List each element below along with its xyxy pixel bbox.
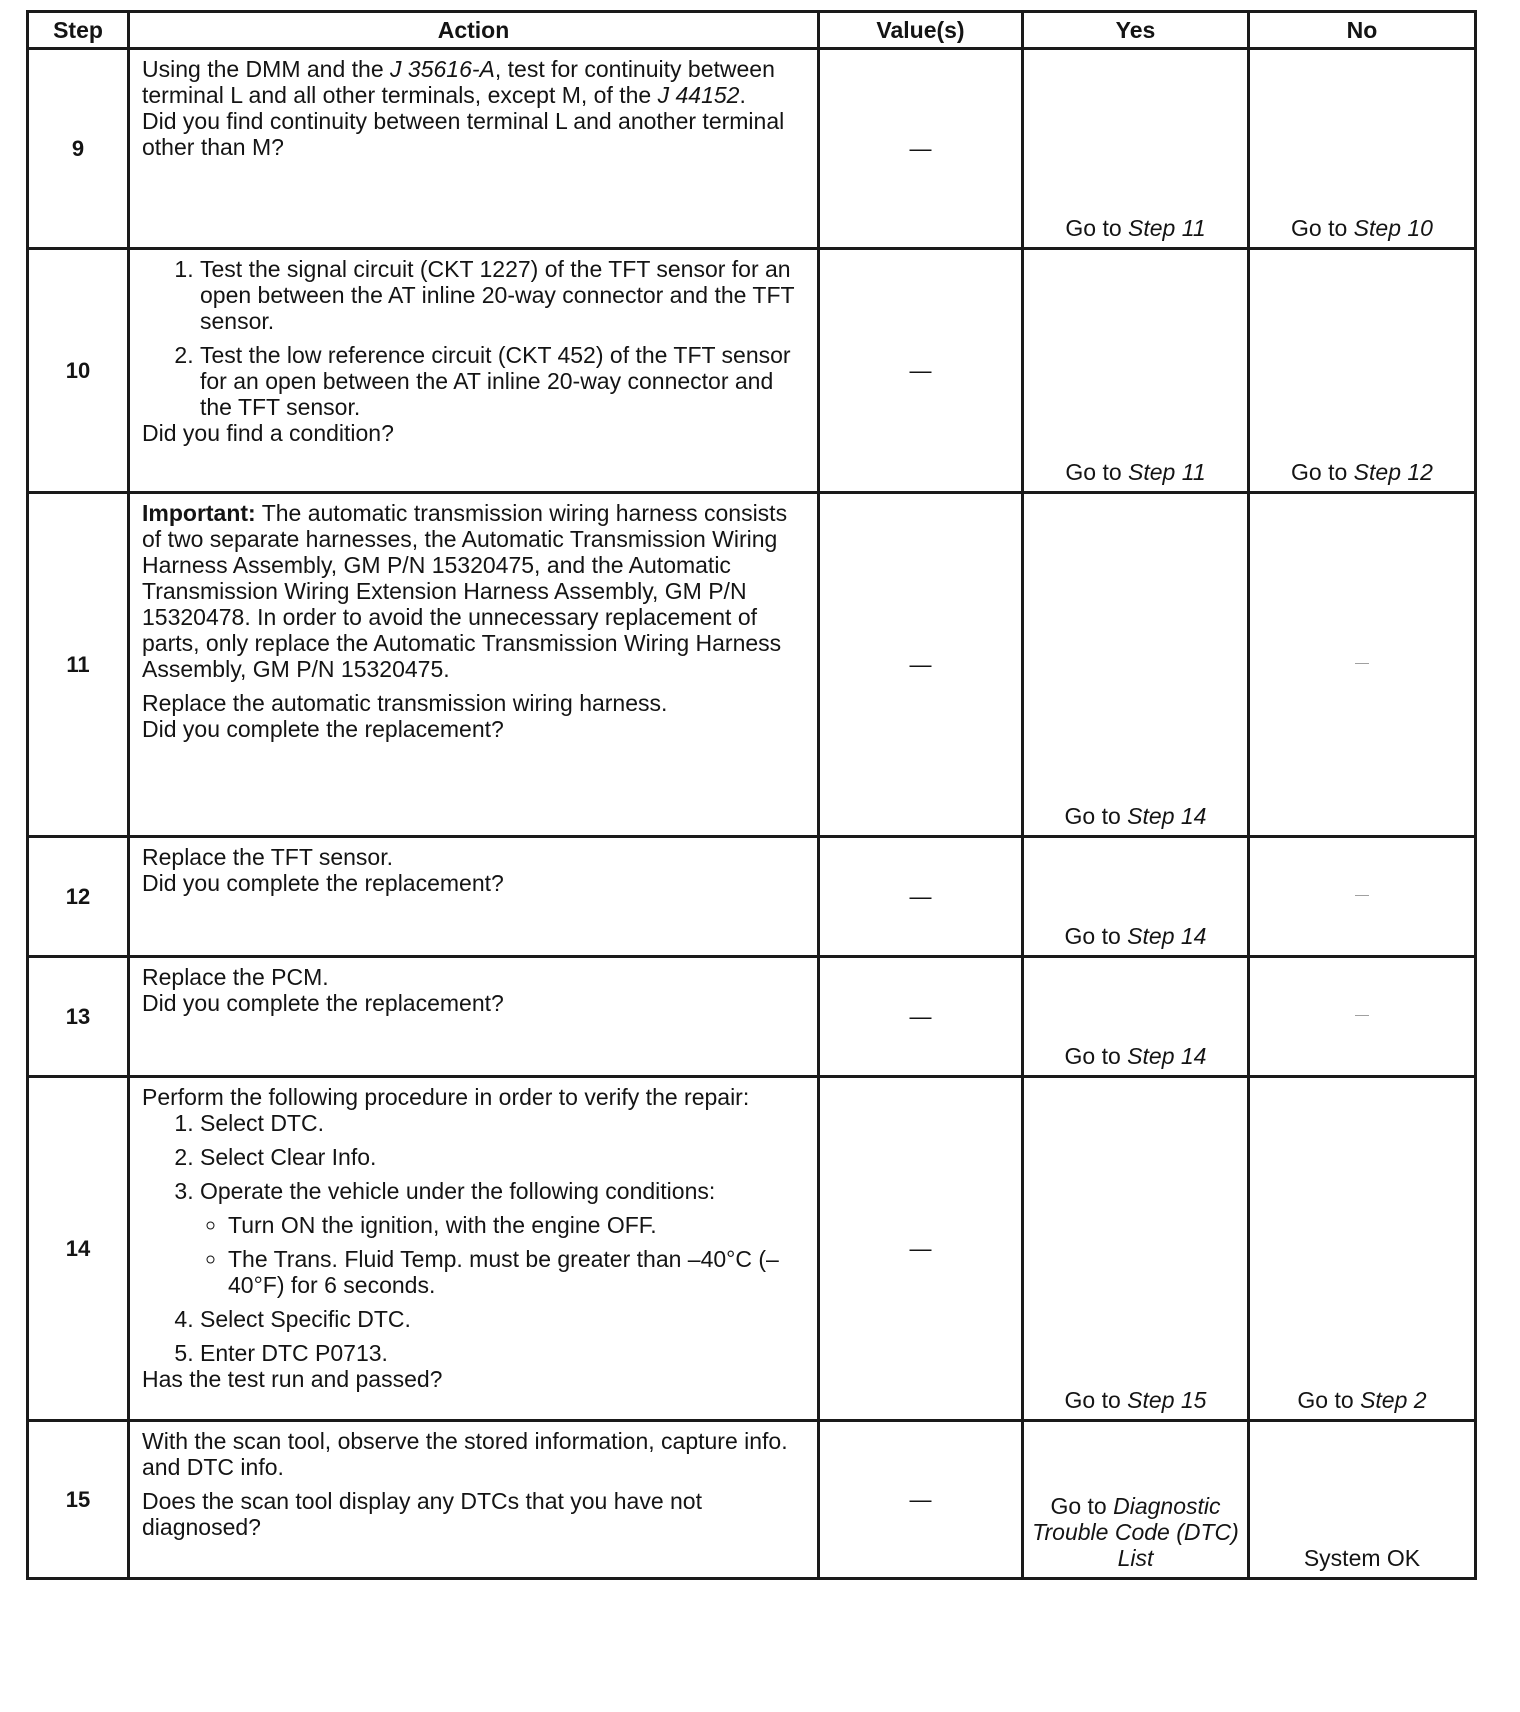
table-row-step-13 bbox=[28, 957, 1476, 1077]
action-cell bbox=[129, 493, 819, 837]
action-question: Did you find a condition? bbox=[142, 420, 394, 446]
step-link[interactable]: Step 12 bbox=[1353, 459, 1433, 485]
yes-cell[interactable]: Go to Diagnostic Trouble Code (DTC) List bbox=[1023, 1421, 1249, 1579]
action-cell bbox=[129, 837, 819, 957]
table-row-step-15 bbox=[28, 1421, 1476, 1579]
header-yes: Yes bbox=[1023, 12, 1249, 49]
diagnostic-table bbox=[26, 10, 1477, 1580]
yes-cell[interactable]: Go to Step 14 bbox=[1023, 837, 1249, 957]
no-cell[interactable]: Go to Step 12 bbox=[1249, 249, 1476, 493]
dtc-list-link[interactable]: Diagnostic Trouble Code (DTC) List bbox=[1032, 1493, 1239, 1571]
step-link[interactable]: Step 11 bbox=[1128, 459, 1206, 485]
action-question: Did you complete the replacement? bbox=[142, 716, 504, 742]
table-row-step-11 bbox=[28, 493, 1476, 837]
table-row-step-10 bbox=[28, 249, 1476, 493]
no-cell[interactable]: Go to Step 2 bbox=[1249, 1077, 1476, 1421]
action-cell bbox=[129, 957, 819, 1077]
step-number: 15 bbox=[28, 1421, 129, 1579]
list-item: 2. Test the low reference circuit (CKT 452) of the TFT sensor for an open between the AT inline 20-way connector and the TFT sensor. bbox=[200, 342, 809, 420]
value-cell: — bbox=[819, 957, 1023, 1077]
step-link[interactable]: Step 2 bbox=[1360, 1387, 1427, 1413]
list-item: 4. Select Specific DTC. bbox=[200, 1306, 809, 1332]
action-intro: Perform the following procedure in order to verify the repair: bbox=[142, 1084, 750, 1110]
step-number: 14 bbox=[28, 1077, 129, 1421]
step-number: 12 bbox=[28, 837, 129, 957]
no-cell: — bbox=[1249, 957, 1476, 1077]
step-link[interactable]: Step 14 bbox=[1127, 803, 1207, 829]
important-label: Important: bbox=[142, 500, 256, 526]
step-link[interactable]: Step 15 bbox=[1127, 1387, 1207, 1413]
header-action: Action bbox=[129, 12, 819, 49]
condition-list bbox=[200, 1212, 809, 1298]
value-cell: — bbox=[819, 1077, 1023, 1421]
no-cell: System OK bbox=[1249, 1421, 1476, 1579]
action-instruction: With the scan tool, observe the stored information, capture info. and DTC info. bbox=[142, 1428, 788, 1480]
action-question: Did you complete the replacement? bbox=[142, 870, 504, 896]
yes-cell[interactable]: Go to Step 11 bbox=[1023, 49, 1249, 249]
yes-cell[interactable]: Go to Step 14 bbox=[1023, 957, 1249, 1077]
value-cell: — bbox=[819, 493, 1023, 837]
step-number: 9 bbox=[28, 49, 129, 249]
header-row bbox=[28, 12, 1476, 49]
step-link[interactable]: Step 10 bbox=[1353, 215, 1433, 241]
yes-cell[interactable]: Go to Step 14 bbox=[1023, 493, 1249, 837]
action-cell bbox=[129, 49, 819, 249]
yes-cell[interactable]: Go to Step 15 bbox=[1023, 1077, 1249, 1421]
value-cell: — bbox=[819, 837, 1023, 957]
value-cell: — bbox=[819, 1421, 1023, 1579]
step-link[interactable]: Step 14 bbox=[1127, 1043, 1207, 1069]
procedure-list bbox=[142, 1110, 809, 1366]
important-note: Important: The automatic transmission wiring harness consists of two separate harnesses, the Automatic Transmission Wiring Harness Assembly, GM P/N 15320475, and the Automatic Transmission Wiring Extension Harness Assembly, GM P/N 15320478. In order to avoid the unnecessary replacement of parts, only replace the Automatic Transmission Wiring Harness Assembly, GM P/N 15320475. bbox=[142, 500, 788, 682]
step-number: 11 bbox=[28, 493, 129, 837]
tool-reference: J 35616-A bbox=[390, 56, 495, 82]
header-no: No bbox=[1249, 12, 1476, 49]
list-item: 1. Select DTC. bbox=[200, 1110, 809, 1136]
value-cell: — bbox=[819, 249, 1023, 493]
no-cell[interactable]: Go to Step 10 bbox=[1249, 49, 1476, 249]
value-cell: — bbox=[819, 49, 1023, 249]
list-item: ◦ Turn ON the ignition, with the engine OFF. bbox=[228, 1212, 809, 1238]
list-item: 2. Select Clear Info. bbox=[200, 1144, 809, 1170]
action-cell bbox=[129, 1077, 819, 1421]
action-question: Did you complete the replacement? bbox=[142, 990, 504, 1016]
header-values: Value(s) bbox=[819, 12, 1023, 49]
procedure-list bbox=[142, 256, 809, 420]
no-cell: — bbox=[1249, 837, 1476, 957]
action-instruction: Replace the PCM. bbox=[142, 964, 329, 990]
action-instruction: Replace the automatic transmission wiring harness. bbox=[142, 690, 668, 716]
no-cell: — bbox=[1249, 493, 1476, 837]
table-row-step-14 bbox=[28, 1077, 1476, 1421]
table-row-step-12 bbox=[28, 837, 1476, 957]
action-cell bbox=[129, 249, 819, 493]
header-step: Step bbox=[28, 12, 129, 49]
step-number: 10 bbox=[28, 249, 129, 493]
table-row-step-9 bbox=[28, 49, 1476, 249]
action-question: Has the test run and passed? bbox=[142, 1366, 443, 1392]
step-number: 13 bbox=[28, 957, 129, 1077]
list-item: ◦ The Trans. Fluid Temp. must be greater than –40°C (–40°F) for 6 seconds. bbox=[228, 1246, 809, 1298]
list-item: 3. Operate the vehicle under the following conditions: ◦ Turn ON the ignition, with the engine OFF. ◦ The Trans. Fluid Temp. must be greater than –40°C (–40°F) for 6 seconds. bbox=[200, 1178, 809, 1298]
step-link[interactable]: Step 11 bbox=[1128, 215, 1206, 241]
action-instruction: Replace the TFT sensor. bbox=[142, 844, 394, 870]
action-question: Did you find continuity between terminal L and another terminal other than M? bbox=[142, 108, 785, 160]
yes-cell[interactable]: Go to Step 11 bbox=[1023, 249, 1249, 493]
action-text: Using the DMM and the J 35616-A, test for continuity between terminal L and all other terminals, except M, of the J 44152. bbox=[142, 56, 775, 108]
list-item: 5. Enter DTC P0713. bbox=[200, 1340, 809, 1366]
action-question: Does the scan tool display any DTCs that you have not diagnosed? bbox=[142, 1488, 702, 1540]
action-cell bbox=[129, 1421, 819, 1579]
list-item: 1. Test the signal circuit (CKT 1227) of the TFT sensor for an open between the AT inline 20-way connector and the TFT sensor. bbox=[200, 256, 809, 334]
step-link[interactable]: Step 14 bbox=[1127, 923, 1207, 949]
tool-reference: J 44152 bbox=[657, 82, 740, 108]
